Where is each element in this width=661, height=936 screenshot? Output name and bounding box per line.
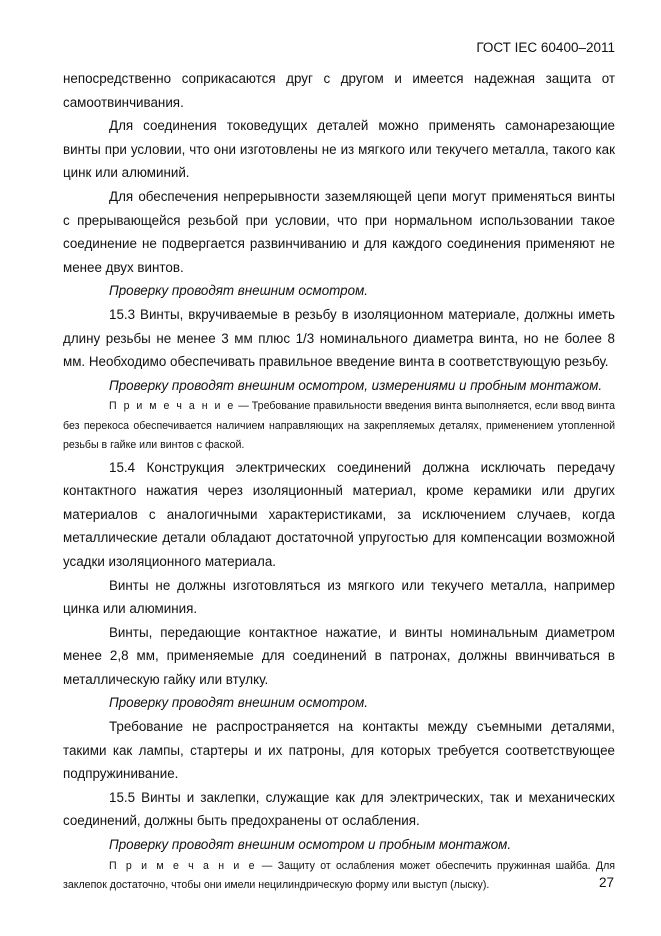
note-paragraph xyxy=(63,397,615,455)
note-label: П р и м е ч а н и е xyxy=(109,400,236,413)
clause-15-4: 15.4 Конструкция электрических соединений должна исключать передачу контактного нажатия через изоляционный материал, кроме керамики или других материалов с аналогичными характеристиками, за исключением случаев, когда металлические детали обладают достаточной упругостью для компенсации возможной усадки изоляционного материала. xyxy=(63,459,615,569)
paragraph-continuation: непосредственно соприкасаются друг с другом и имеется надежная защита от самоотвинчивания. xyxy=(63,71,615,110)
verification-note: Проверку проводят внешним осмотром. xyxy=(109,283,368,299)
clause-15-3: 15.3 Винты, вкручиваемые в резьбу в изоляционном материале, должны иметь длину резьбы не менее 3 мм плюс 1/3 номинального диаметра винта, но не более 8 мм. Необходимо обеспечивать правильное введение винта в соответствующую резьбу. xyxy=(63,306,615,370)
paragraph: Для соединения токоведущих деталей можно применять самонарезающие винты при условии, что они изготовлены не из мягкого или текучего металла, такого как цинк или алюминий. xyxy=(63,118,615,181)
verification-note: Проверку проводят внешним осмотром. xyxy=(109,695,368,711)
verification-note: Проверку проводят внешним осмотром, измерениями и пробным монтажом. xyxy=(109,377,603,393)
note-text: — Требование правильности введения винта выполняется, если ввод винта без перекоса обеспечивается наличием направляющих на закрепляемых деталях, применением утопленной резьбы в гайке или винтов с фаской. xyxy=(63,400,615,452)
paragraph: Для обеспечения непрерывности заземляющей цепи могут применяться винты с прерывающейся резьбой при условии, что при нормальном использовании такое соединение не подвергается развинчиванию и для каждого соединения применяют не менее двух винтов. xyxy=(63,188,615,275)
clause-15-5: 15.5 Винты и заклепки, служащие как для электрических, так и механических соединений, должны быть предохранены от ослабления. xyxy=(63,789,615,829)
paragraph: Требование не распространяется на контакты между съемными деталями, такими как лампы, стартеры и их патроны, для которых требуется соответствующее подпружинивание. xyxy=(63,719,615,782)
page-header: ГОСТ IEC 60400–2011 xyxy=(476,40,615,55)
paragraph: Винты, передающие контактное нажатие, и винты номинальным диаметром менее 2,8 мм, применяемые для соединений в патронах, должны ввинчиваться в металлическую гайку или втулку. xyxy=(63,624,615,687)
body-text xyxy=(63,67,615,895)
paragraph: Винты не должны изготовляться из мягкого или текучего металла, например цинка или алюминия. xyxy=(63,577,615,617)
note-label: П р и м е ч а н и е xyxy=(109,859,257,872)
verification-note: Проверку проводят внешним осмотром и пробным монтажом. xyxy=(109,837,512,853)
page-number: 27 xyxy=(598,875,614,890)
note-text: — Защиту от ослабления может обеспечить пружинная шайба. Для заклепок достаточно, чтобы они имели нецилиндрическую форму или выступ (лыску). xyxy=(63,859,615,892)
note-paragraph xyxy=(63,857,615,896)
